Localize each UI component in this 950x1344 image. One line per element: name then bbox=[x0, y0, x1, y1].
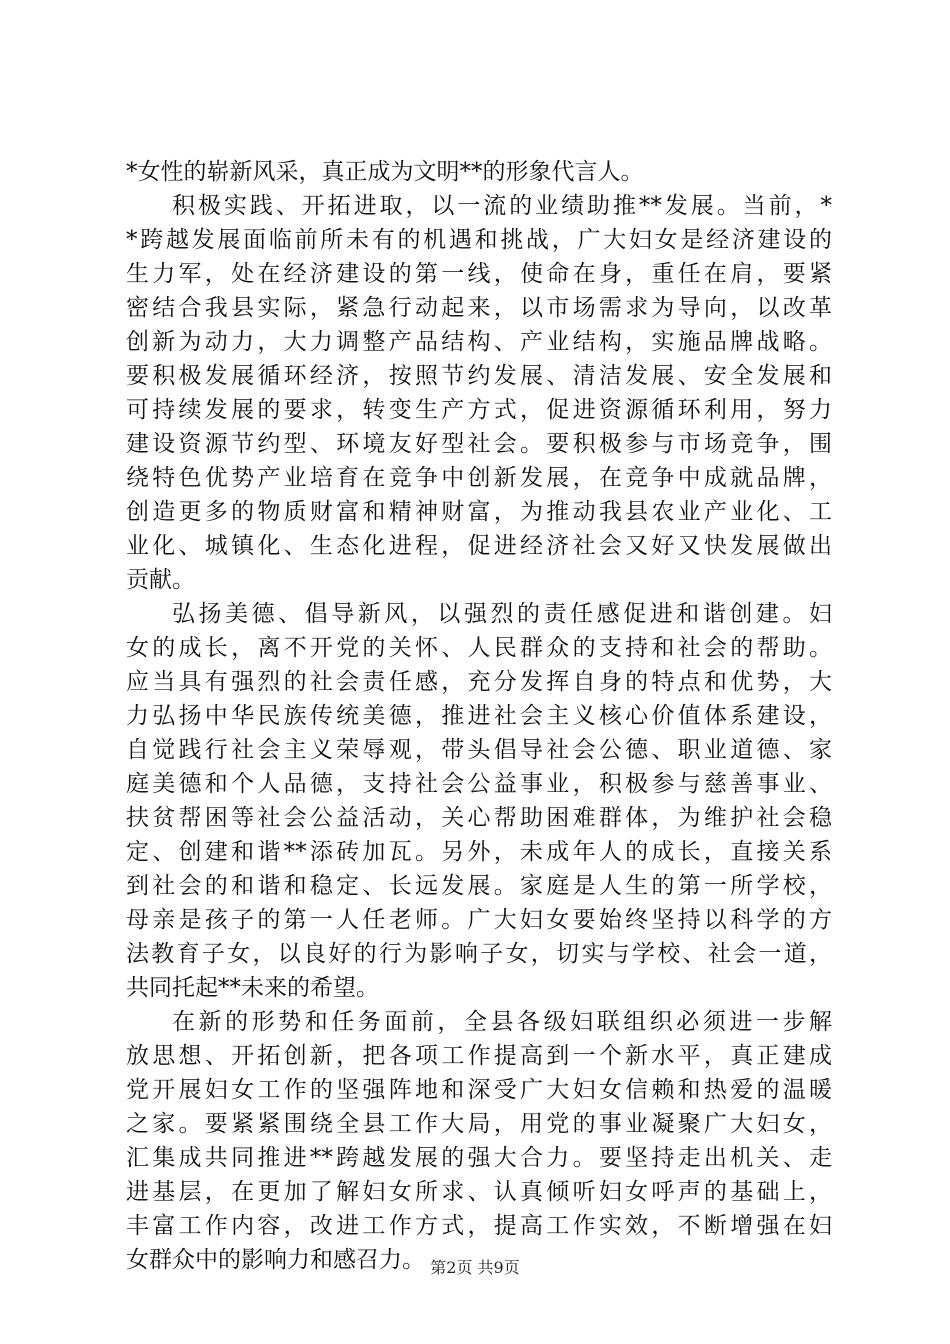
paragraph bbox=[126, 189, 832, 597]
text-line: 进基层，在更加了解妇女所求、认真倾听妇女呼声的基础上， bbox=[126, 1179, 832, 1205]
text-line: 积极实践、开拓进取，以一流的业绩助推**发展。当前，* bbox=[172, 193, 832, 219]
text-line: 生力军，处在经济建设的第一线，使命在身，重任在肩，要紧 bbox=[126, 261, 832, 287]
text-line: 弘扬美德、倡导新风，以强烈的责任感促进和谐创建。妇 bbox=[172, 601, 832, 627]
text-line: 应当具有强烈的社会责任感，充分发挥自身的特点和优势，大 bbox=[126, 669, 832, 695]
text-line: 定、创建和谐**添砖加瓦。另外，未成年人的成长，直接关系 bbox=[126, 839, 832, 865]
paragraph bbox=[126, 597, 832, 1005]
text-line: 贡献。 bbox=[126, 567, 195, 593]
text-line: 法教育子女，以良好的行为影响子女，切实与学校、社会一道， bbox=[126, 941, 832, 967]
text-line: 女群众中的影响力和感召力。 bbox=[126, 1247, 425, 1273]
text-line: 母亲是孩子的第一人任老师。广大妇女要始终坚持以科学的方 bbox=[126, 907, 832, 933]
text-line: 业化、城镇化、生态化进程，促进经济社会又好又快发展做出 bbox=[126, 533, 832, 559]
text-line: 共同托起**未来的希望。 bbox=[126, 975, 379, 1001]
text-line: 扶贫帮困等社会公益活动，关心帮助困难群体，为维护社会稳 bbox=[126, 805, 832, 831]
text-line: 女的成长，离不开党的关怀、人民群众的支持和社会的帮助。 bbox=[126, 635, 832, 661]
text-line: 丰富工作内容，改进工作方式，提高工作实效，不断增强在妇 bbox=[126, 1213, 832, 1239]
text-line: 创新为动力，大力调整产品结构、产业结构，实施品牌战略。 bbox=[126, 329, 832, 355]
paragraph bbox=[126, 1005, 832, 1277]
paragraph bbox=[126, 155, 832, 189]
text-line: *跨越发展面临前所未有的机遇和挑战，广大妇女是经济建设的 bbox=[126, 227, 832, 253]
text-line: 党开展妇女工作的坚强阵地和深受广大妇女信赖和热爱的温暖 bbox=[126, 1077, 832, 1103]
text-line: 庭美德和个人品德，支持社会公益事业，积极参与慈善事业、 bbox=[126, 771, 832, 797]
document-body bbox=[126, 155, 832, 1277]
text-line: 密结合我县实际，紧急行动起来，以市场需求为导向，以改革 bbox=[126, 295, 832, 321]
text-line: *女性的崭新风采，真正成为文明**的形象代言人。 bbox=[126, 159, 644, 185]
text-line: 自觉践行社会主义荣辱观，带头倡导社会公德、职业道德、家 bbox=[126, 737, 832, 763]
text-line: 汇集成共同推进**跨越发展的强大合力。要坚持走出机关、走 bbox=[126, 1145, 832, 1171]
text-line: 在新的形势和任务面前，全县各级妇联组织必须进一步解 bbox=[172, 1009, 832, 1035]
text-line: 之家。要紧紧围绕全县工作大局，用党的事业凝聚广大妇女， bbox=[126, 1111, 832, 1137]
text-line: 绕特色优势产业培育在竞争中创新发展，在竞争中成就品牌， bbox=[126, 465, 832, 491]
text-line: 建设资源节约型、环境友好型社会。要积极参与市场竞争，围 bbox=[126, 431, 832, 457]
text-line: 要积极发展循环经济，按照节约发展、清洁发展、安全发展和 bbox=[126, 363, 832, 389]
text-line: 创造更多的物质财富和精神财富，为推动我县农业产业化、工 bbox=[126, 499, 832, 525]
text-line: 到社会的和谐和稳定、长远发展。家庭是人生的第一所学校， bbox=[126, 873, 832, 899]
text-line: 力弘扬中华民族传统美德，推进社会主义核心价值体系建设， bbox=[126, 703, 832, 729]
text-line: 可持续发展的要求，转变生产方式，促进资源循环利用，努力 bbox=[126, 397, 832, 423]
text-line: 放思想、开拓创新，把各项工作提高到一个新水平，真正建成 bbox=[126, 1043, 832, 1069]
page-footer: 第2页 共9页 bbox=[430, 1258, 520, 1277]
